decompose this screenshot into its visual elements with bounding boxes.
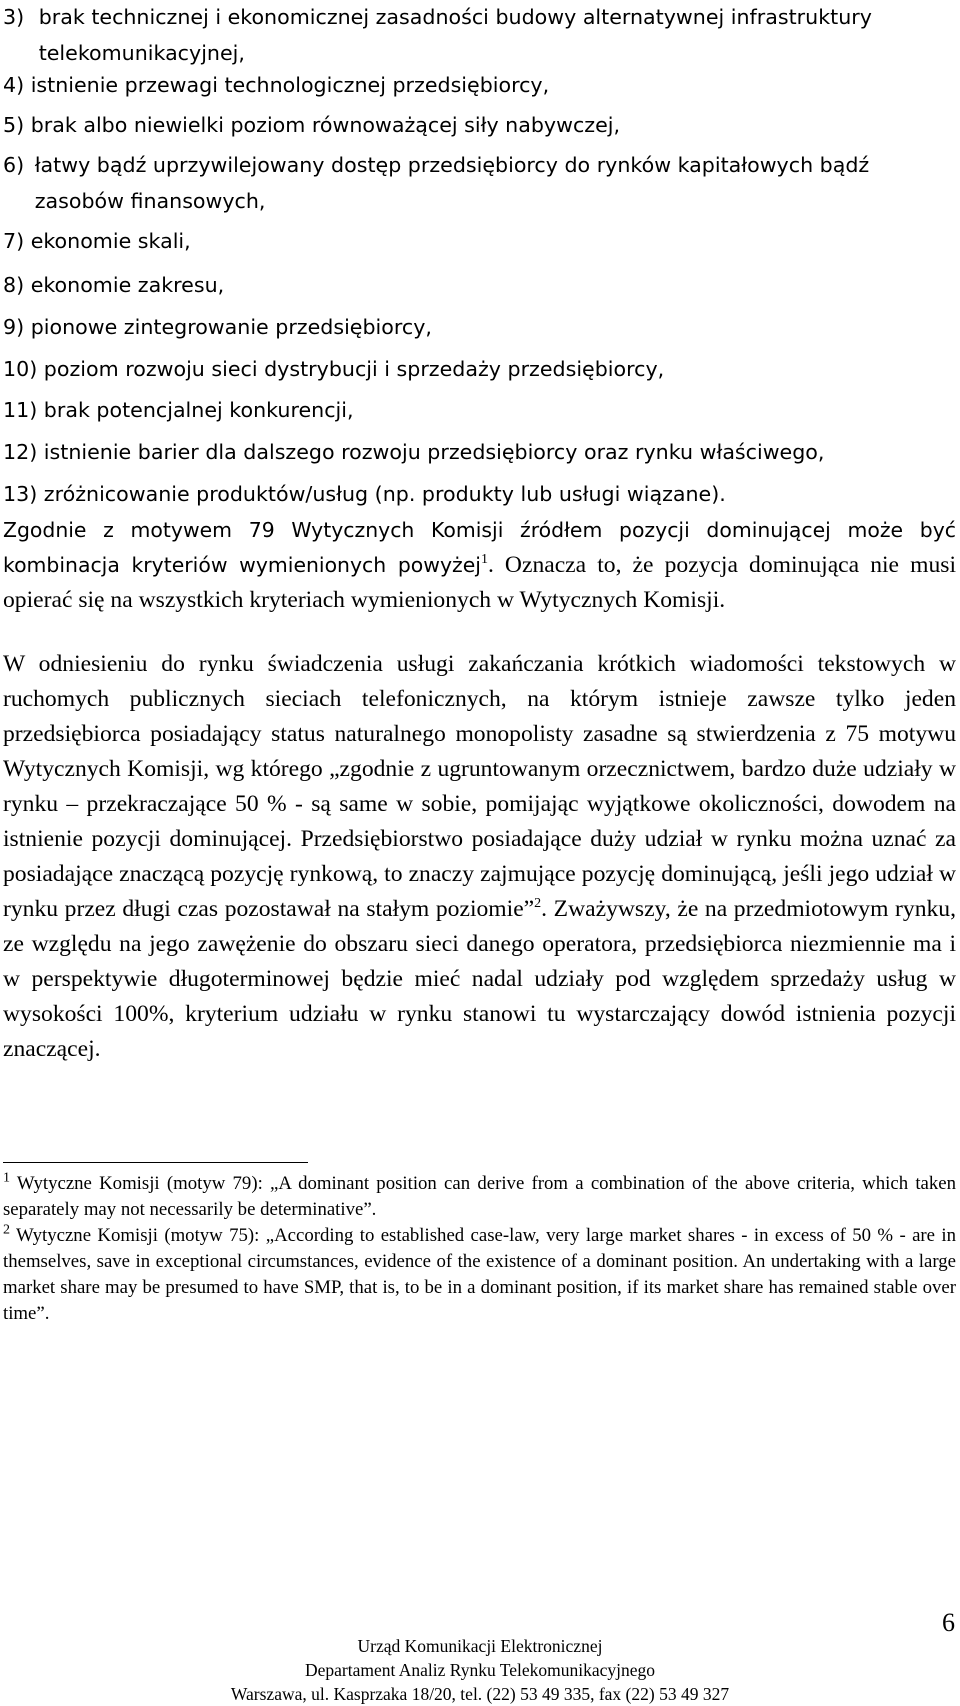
footnote-text: Wytyczne Komisji (motyw 75): „According to established case-law, very large market shares - in excess of 50 % - are in themselves, save in exceptional circumstances, evidence of the existence of a dominant position. An undertaking with a large market share may be presumed to have SMP, that is, to be in a dominant position, if its market share has remained stable over time”.: [3, 1225, 956, 1324]
list-item: [3, 476, 958, 512]
list-item: [3, 107, 958, 143]
list-item: [3, 351, 958, 387]
list-item: [3, 434, 958, 470]
list-item-number: 12): [3, 440, 38, 464]
page-footer: [0, 1634, 960, 1706]
footnote-ref: 2: [534, 896, 542, 912]
list-item-text: brak potencjalnej konkurencji,: [43, 398, 354, 422]
list-item-text: ekonomie zakresu,: [30, 273, 225, 297]
list-item: [3, 223, 958, 259]
footer-office: Urząd Komunikacji Elektronicznej: [357, 1636, 603, 1656]
paragraph-sms-termination: [3, 647, 956, 1067]
footer-department: Departament Analiz Rynku Telekomunikacyjnego: [304, 1660, 656, 1680]
list-item-text: łatwy bądź uprzywilejowany dostęp przedsiębiorcy do rynków kapitałowych bądź zasobów finansowych,: [34, 153, 870, 213]
list-item-text: poziom rozwoju sieci dystrybucji i sprzedaży przedsiębiorcy,: [43, 357, 665, 381]
footer-address: Warszawa, ul. Kasprzaka 18/20, tel. (22) 53 49 335, fax (22) 53 49 327: [230, 1684, 730, 1704]
list-item-number: 4): [3, 73, 25, 97]
list-item-text: ekonomie skali,: [30, 229, 191, 253]
paragraph-text: . Oznacza to, że pozycja dominująca nie musi opierać się na wszystkich kryteriach wymienionych w Wytycznych Komisji.: [3, 552, 957, 613]
paragraph-dominance-criteria: [3, 513, 956, 618]
list-item: [3, 267, 958, 303]
footnote-ref: 1: [480, 552, 488, 568]
list-item-number: 7): [3, 229, 25, 253]
paragraph-text: W odniesieniu do rynku świadczenia usługi zakańczania krótkich wiadomości tekstowych w ruchomych publicznych sieciach telefonicznych, na którym istnieje zawsze tylko jeden przedsiębiorca posiadający status naturalnego monopolisty zasadne są stwierdzenia z 75 motywu Wytycznych Komisji, wg którego „zgodnie z ugruntowanym orzecznictwem, bardzo duże udziały w rynku – przekraczające 50 % - są same w sobie, pomijając wyjątkowe okoliczności, dowodem na istnienie pozycji dominującej. Przedsiębiorstwo posiadające duży udział w rynku można uznać za posiadające znaczącą pozycję rynkową, to znaczy zajmujące pozycję dominującą, jeśli jego udział w rynku przez długi czas pozostawał na stałym poziomie”: [3, 651, 956, 922]
paragraph-text: . Zważywszy, że na przedmiotowym rynku, ze względu na jego zawężenie do obszaru sieci danego operatora, przedsiębiorca niezmiennie ma i w perspektywie długoterminowej będzie mieć nadal udziały pod względem sprzedaży usług w wysokości 100%, kryterium udziału w rynku stanowi tu wystarczający dowód istnienia pozycji znaczącej.: [3, 896, 957, 1062]
footnote-separator: [3, 1162, 308, 1163]
list-item-number: 9): [3, 315, 25, 339]
footnote: [3, 1171, 956, 1223]
list-item-number: 13): [3, 482, 38, 506]
list-item-text: brak technicznej i ekonomicznej zasadności budowy alternatywnej infrastruktury telekomunikacyjnej,: [38, 5, 872, 65]
list-item: [3, 392, 958, 428]
list-item-text: istnienie przewagi technologicznej przedsiębiorcy,: [30, 73, 550, 97]
list-item-number: 6): [3, 153, 25, 177]
list-item-number: 8): [3, 273, 25, 297]
footnote-number: 2: [3, 1222, 10, 1238]
list-item-text: pionowe zintegrowanie przedsiębiorcy,: [30, 315, 432, 339]
footnote: [3, 1223, 956, 1327]
list-item: [3, 309, 958, 345]
footnote-text: Wytyczne Komisji (motyw 79): „A dominant position can derive from a combination of the above criteria, which taken separately may not necessarily be determinative”.: [3, 1173, 956, 1220]
list-item-text: istnienie barier dla dalszego rozwoju przedsiębiorcy oraz rynku właściwego,: [43, 440, 825, 464]
page-number: 6: [942, 1608, 955, 1637]
footnote-number: 1: [3, 1170, 10, 1186]
paragraph-text: Zgodnie z motywem 79 Wytycznych Komisji źródłem pozycji dominującej może być kombinacja kryteriów wymienionych powyżej: [3, 518, 956, 577]
footnotes: [3, 1171, 956, 1327]
list-item-number: 10): [3, 357, 38, 381]
list-item-number: 5): [3, 113, 25, 137]
list-item-number: 3): [3, 5, 25, 29]
list-item-number: 11): [3, 398, 38, 422]
list-item-text: zróżnicowanie produktów/usług (np. produkty lub usługi wiązane).: [43, 482, 726, 506]
list-item: [3, 67, 958, 103]
list-item: [3, 147, 958, 219]
list-item: [3, 0, 958, 71]
list-item-text: brak albo niewielki poziom równoważącej siły nabywczej,: [30, 113, 621, 137]
